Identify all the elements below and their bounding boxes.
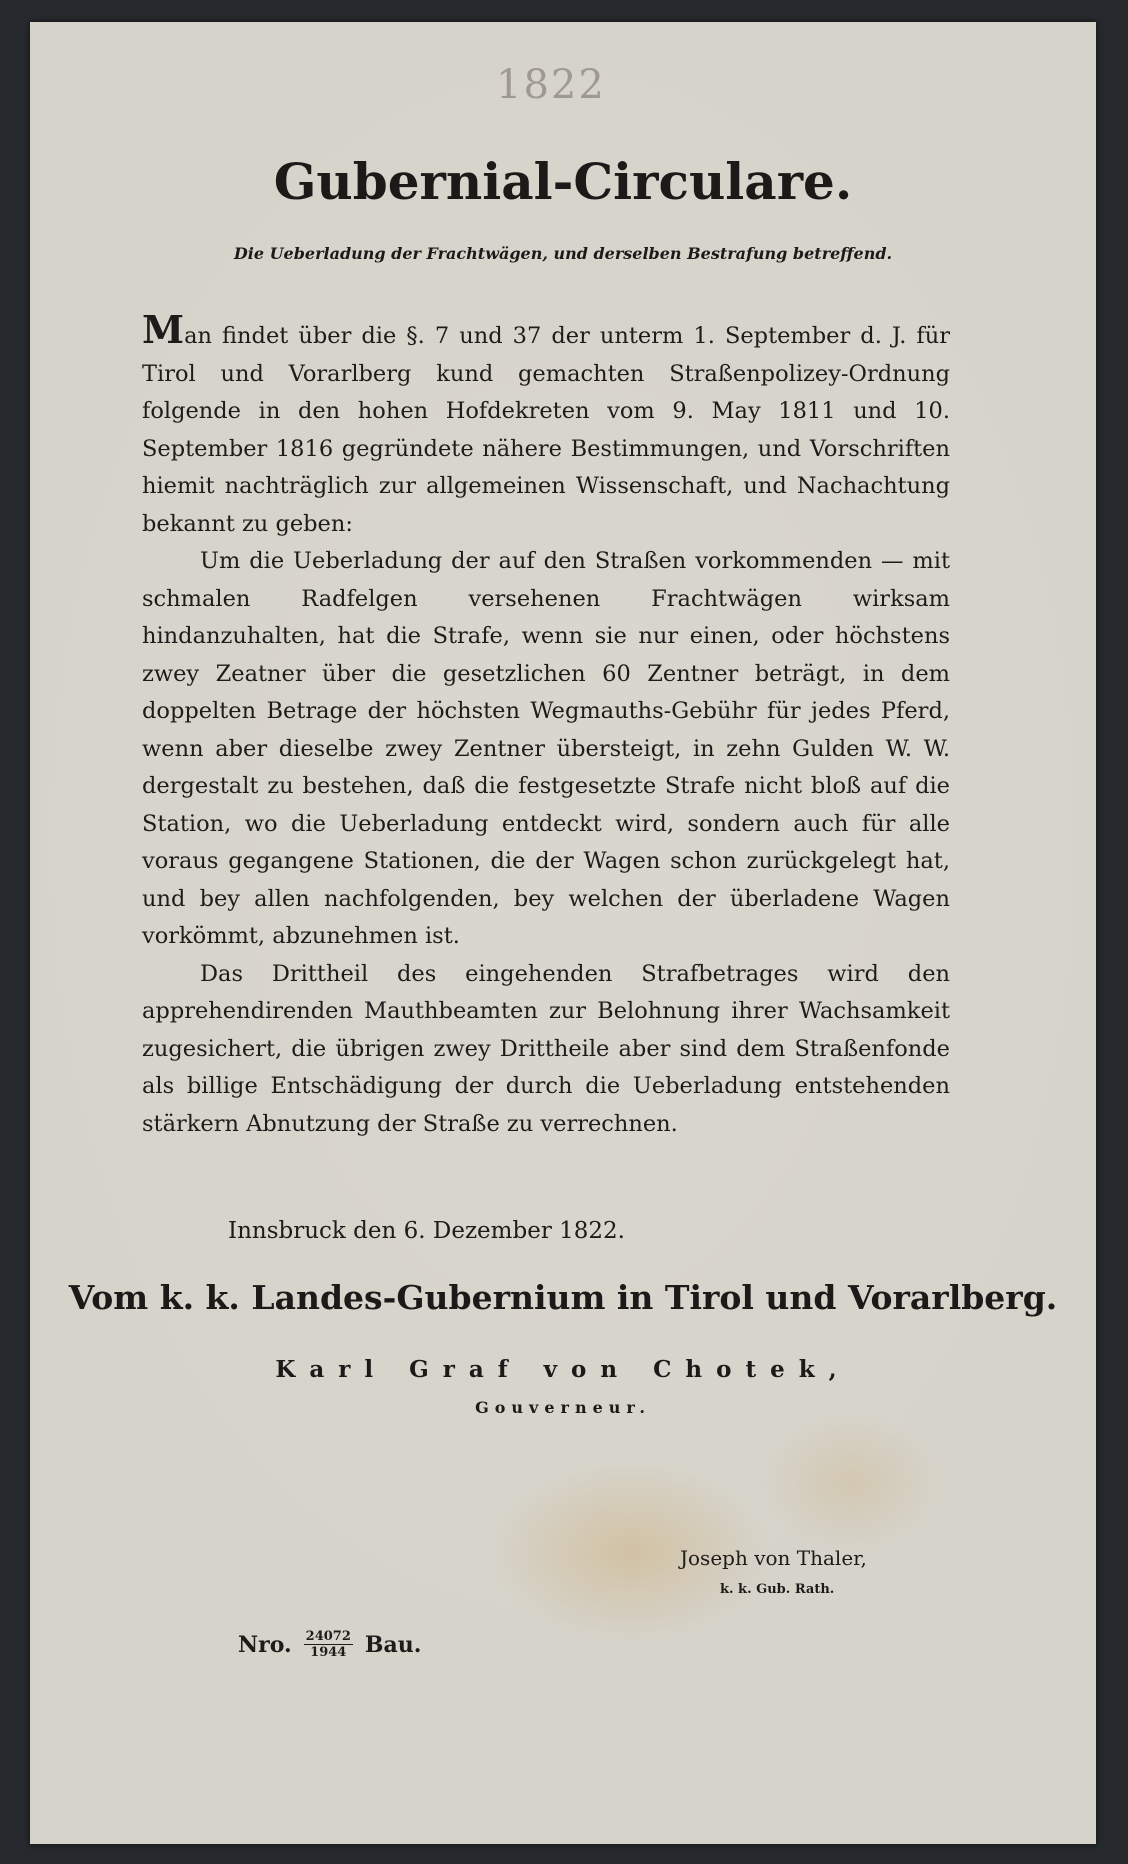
paragraph-intro-text: an findet über die §. 7 und 37 der unterm 1. September d. J. für Tirol und Vorarlberg kund gemachten Straßenpolizey-Ordnung folgende in den hohen Hofdekreten vom 9. May 1811 und 10. September 1816 gegründete nähere Bestimmungen, und Vorschriften hiemit nachträglich zur allgemeinen Wissenschaft, und Nachachtung bekannt zu geben: (142, 323, 950, 537)
document-body (142, 307, 950, 1143)
handwritten-year-note: 1822 (496, 62, 606, 108)
reference-fraction (304, 1630, 353, 1659)
signer-name: Karl Graf von Chotek, (275, 1356, 851, 1383)
reference-suffix: Bau. (364, 1631, 422, 1658)
reference-number (238, 1630, 421, 1659)
cosigner-name: Joseph von Thaler, (680, 1546, 867, 1570)
document-subtitle: Die Ueberladung der Frachtwägen, und derselben Bestrafung betreffend. (233, 244, 893, 263)
reference-numerator: 24072 (305, 1629, 351, 1644)
document-title: Gubernial-Circulare. (273, 152, 853, 211)
drop-cap: M (142, 307, 185, 352)
paragraph-penalty: Um die Ueberladung der auf den Straßen vorkommenden — mit schmalen Radfelgen versehenen Frachtwägen wirksam hindanzuhalten, hat die Strafe, wenn sie nur einen, oder höchstens zwey Zeatner über die gesetzlichen 60 Zentner beträgt, in dem doppelten Betrage der höchsten Wegmauths-Gebühr für jedes Pferd, wenn aber dieselbe zwey Zentner übersteigt, in zehn Gulden W. W. dergestalt zu bestehen, daß die festgesetzte Strafe nicht bloß auf die Station, wo die Ueberladung entdeckt wird, sondern auch für alle voraus gegangene Stationen, die der Wagen schon zurückgelegt hat, und bey allen nachfolgenden, bey welchen der überladene Wagen vorkömmt, abzunehmen ist. (142, 548, 950, 949)
cosigner-title: k. k. Gub. Rath. (720, 1582, 835, 1597)
paragraph-intro (142, 307, 950, 543)
reference-denominator: 1944 (310, 1645, 347, 1660)
document-sheet (30, 22, 1096, 1844)
reference-prefix: Nro. (238, 1631, 292, 1658)
issuing-authority: Vom k. k. Landes-Gubernium in Tirol und Vorarlberg. (68, 1278, 1058, 1317)
signer-title: Gouverneur. (475, 1398, 651, 1417)
paragraph-distribution: Das Drittheil des eingehenden Strafbetrages wird den apprehendirenden Mauthbeamten zur Belohnung ihrer Wachsamkeit zugesichert, die übrigen zwey Drittheile aber sind dem Straßenfonde als billige Entschädigung der durch die Ueberladung entstehenden stärkern Abnutzung der Straße zu verrechnen. (142, 960, 950, 1137)
date-line: Innsbruck den 6. Dezember 1822. (228, 1218, 625, 1244)
